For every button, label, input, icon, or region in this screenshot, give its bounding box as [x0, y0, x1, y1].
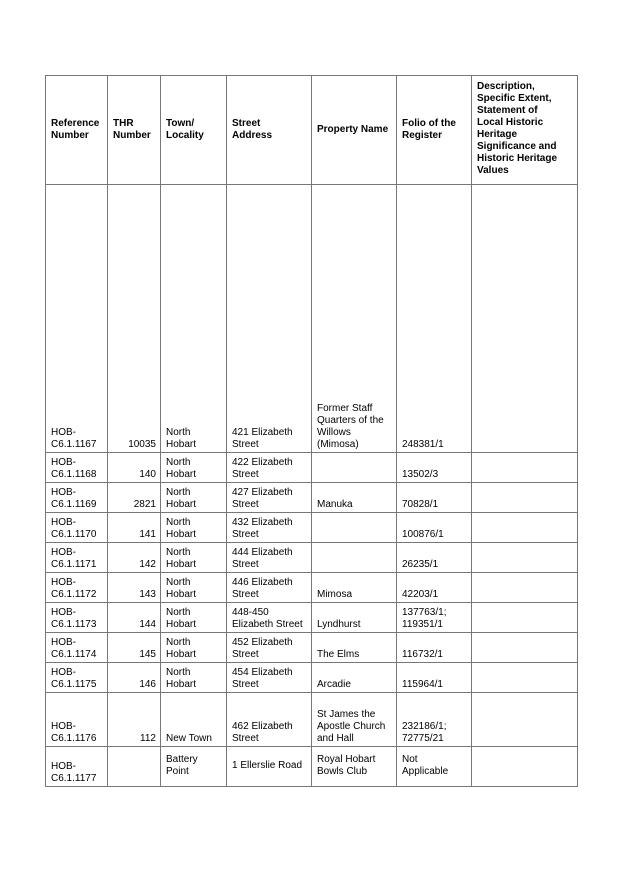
cell-town: North Hobart — [161, 573, 227, 603]
cell-description — [472, 185, 578, 453]
cell-description — [472, 747, 578, 787]
cell-thr: 10035 — [108, 185, 161, 453]
cell-property: Royal Hobart Bowls Club — [312, 747, 397, 787]
cell-thr: 112 — [108, 693, 161, 747]
cell-reference: HOB- C6.1.1173 — [46, 603, 108, 633]
cell-street: 444 Elizabeth Street — [227, 543, 312, 573]
cell-folio: 100876/1 — [397, 513, 472, 543]
cell-folio: 13502/3 — [397, 453, 472, 483]
cell-property: St James the Apostle Church and Hall — [312, 693, 397, 747]
cell-reference: HOB- C6.1.1174 — [46, 633, 108, 663]
cell-street: 421 Elizabeth Street — [227, 185, 312, 453]
cell-street: 462 Elizabeth Street — [227, 693, 312, 747]
cell-folio: 137763/1; 119351/1 — [397, 603, 472, 633]
cell-reference: HOB- C6.1.1176 — [46, 693, 108, 747]
cell-property: Arcadie — [312, 663, 397, 693]
cell-town: North Hobart — [161, 185, 227, 453]
cell-reference: HOB- C6.1.1170 — [46, 513, 108, 543]
cell-property: Former Staff Quarters of the Willows (Mimosa) — [312, 185, 397, 453]
table-row — [46, 747, 578, 787]
cell-street: 448-450 Elizabeth Street — [227, 603, 312, 633]
table-row — [46, 483, 578, 513]
table-row — [46, 603, 578, 633]
cell-street: 427 Elizabeth Street — [227, 483, 312, 513]
cell-reference: HOB- C6.1.1175 — [46, 663, 108, 693]
cell-folio: 42203/1 — [397, 573, 472, 603]
cell-description — [472, 663, 578, 693]
cell-street: 446 Elizabeth Street — [227, 573, 312, 603]
header-folio-of-register: Folio of the Register — [397, 76, 472, 185]
cell-thr: 144 — [108, 603, 161, 633]
header-property-name: Property Name — [312, 76, 397, 185]
cell-description — [472, 633, 578, 663]
cell-street: 1 Ellerslie Road — [227, 747, 312, 787]
table-row — [46, 453, 578, 483]
cell-folio: 26235/1 — [397, 543, 472, 573]
cell-reference: HOB- C6.1.1172 — [46, 573, 108, 603]
cell-reference: HOB- C6.1.1177 — [46, 747, 108, 787]
cell-reference: HOB- C6.1.1169 — [46, 483, 108, 513]
cell-folio: 248381/1 — [397, 185, 472, 453]
cell-thr: 141 — [108, 513, 161, 543]
cell-property: Lyndhurst — [312, 603, 397, 633]
cell-reference: HOB- C6.1.1168 — [46, 453, 108, 483]
heritage-register-table — [45, 75, 578, 787]
cell-description — [472, 693, 578, 747]
cell-town: North Hobart — [161, 453, 227, 483]
cell-description — [472, 483, 578, 513]
cell-thr: 2821 — [108, 483, 161, 513]
header-town-locality: Town/ Locality — [161, 76, 227, 185]
cell-description — [472, 543, 578, 573]
cell-thr: 146 — [108, 663, 161, 693]
cell-street: 452 Elizabeth Street — [227, 633, 312, 663]
cell-description — [472, 513, 578, 543]
cell-reference: HOB- C6.1.1167 — [46, 185, 108, 453]
cell-folio: 232186/1; 72775/21 — [397, 693, 472, 747]
cell-property: Mimosa — [312, 573, 397, 603]
cell-town: North Hobart — [161, 633, 227, 663]
cell-town: Battery Point — [161, 747, 227, 787]
cell-property — [312, 453, 397, 483]
table-row — [46, 663, 578, 693]
cell-thr: 142 — [108, 543, 161, 573]
cell-town: North Hobart — [161, 513, 227, 543]
cell-thr: 145 — [108, 633, 161, 663]
cell-folio: 115964/1 — [397, 663, 472, 693]
table-row — [46, 693, 578, 747]
table-row — [46, 513, 578, 543]
cell-property — [312, 513, 397, 543]
cell-town: North Hobart — [161, 543, 227, 573]
header-row — [46, 76, 578, 185]
cell-street: 432 Elizabeth Street — [227, 513, 312, 543]
cell-thr: 143 — [108, 573, 161, 603]
header-reference-number: Reference Number — [46, 76, 108, 185]
cell-street: 422 Elizabeth Street — [227, 453, 312, 483]
cell-folio: 116732/1 — [397, 633, 472, 663]
cell-property: Manuka — [312, 483, 397, 513]
cell-town: New Town — [161, 693, 227, 747]
cell-town: North Hobart — [161, 483, 227, 513]
cell-thr — [108, 747, 161, 787]
cell-property — [312, 543, 397, 573]
cell-town: North Hobart — [161, 663, 227, 693]
header-street-address: Street Address — [227, 76, 312, 185]
table-row — [46, 185, 578, 453]
cell-folio: Not Applicable — [397, 747, 472, 787]
cell-property: The Elms — [312, 633, 397, 663]
cell-description — [472, 573, 578, 603]
cell-reference: HOB- C6.1.1171 — [46, 543, 108, 573]
cell-town: North Hobart — [161, 603, 227, 633]
header-thr-number: THR Number — [108, 76, 161, 185]
table-row — [46, 633, 578, 663]
cell-street: 454 Elizabeth Street — [227, 663, 312, 693]
table-row — [46, 543, 578, 573]
cell-folio: 70828/1 — [397, 483, 472, 513]
cell-description — [472, 453, 578, 483]
cell-thr: 140 — [108, 453, 161, 483]
cell-description — [472, 603, 578, 633]
table-row — [46, 573, 578, 603]
header-description: Description, Specific Extent, Statement of Local Historic Heritage Significance and Historic Heritage Values — [472, 76, 578, 185]
